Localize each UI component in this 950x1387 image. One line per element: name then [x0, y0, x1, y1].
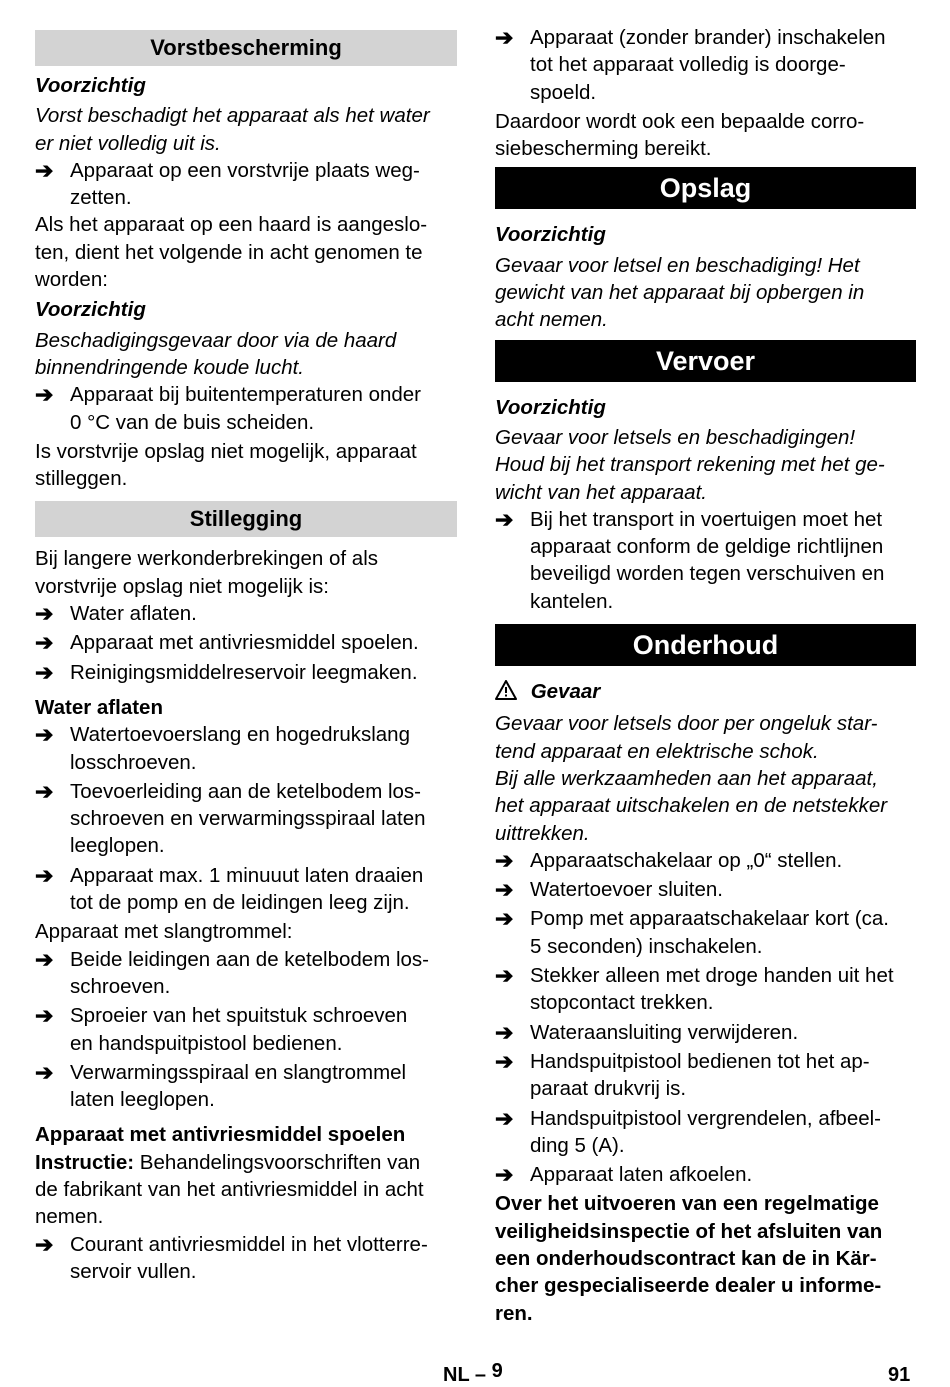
section-heading-vorstbescherming: Vorstbescherming: [35, 30, 457, 66]
caution-label: Voorzichtig: [35, 298, 146, 322]
arrow-right-icon: ➔: [495, 906, 514, 932]
list-item-text: Toevoerleiding aan de ketelbodem los-: [70, 779, 422, 803]
arrow-right-icon: ➔: [35, 778, 54, 804]
list-item-text: Verwarmingsspiraal en slangtrommel: [70, 1060, 407, 1084]
danger-text: uittrekken.: [495, 821, 590, 845]
list-item-text: tot het apparaat volledig is doorge-: [530, 53, 846, 77]
closing-note: cher gespecialiseerde dealer u informe-: [495, 1274, 882, 1298]
arrow-right-icon: ➔: [35, 862, 54, 888]
arrow-right-icon: ➔: [35, 1231, 54, 1257]
list-item: [35, 862, 457, 917]
caution-text: binnendringende koude lucht.: [35, 355, 304, 379]
list-item: [35, 629, 457, 656]
list-item: [35, 600, 457, 627]
list-item: [35, 1002, 457, 1057]
arrow-right-icon: ➔: [495, 963, 514, 989]
danger-text: Gevaar voor letsels door per ongeluk star-: [495, 712, 878, 736]
warning-triangle-icon: [495, 680, 519, 707]
list-item-text: beveiligd worden tegen verschuiven en: [530, 562, 885, 586]
paragraph: stilleggen.: [35, 467, 128, 491]
caution-label: Voorzichtig: [35, 74, 146, 97]
list-item-text: Wateraansluiting verwijderen.: [530, 1020, 799, 1044]
list-item: [35, 778, 457, 860]
caution-text: Houd bij het transport rekening met het ge-: [495, 453, 885, 477]
list-item: [495, 506, 916, 615]
section-heading-vervoer: Vervoer: [495, 340, 916, 382]
footer-section-label: [443, 1360, 503, 1387]
list-item-text: Watertoevoerslang en hogedrukslang: [70, 723, 410, 747]
list-item-text: laten leeglopen.: [70, 1088, 215, 1112]
list-item-text: Beide leidingen aan de ketelbodem los-: [70, 947, 430, 971]
list-item-text: kantelen.: [530, 589, 614, 613]
list-item-text: ding 5 (A).: [530, 1133, 625, 1157]
paragraph: worden:: [35, 268, 108, 292]
list-item-text: 5 seconden) inschakelen.: [530, 934, 763, 958]
paragraph: vorstvrije opslag niet mogelijk is:: [35, 574, 329, 598]
left-column: [35, 0, 457, 1285]
danger-label-row: [495, 678, 916, 707]
list-item: [495, 905, 916, 960]
list-item-text: stopcontact trekken.: [530, 991, 714, 1015]
list-item-text: Handspuitpistool vergrendelen, afbeel-: [530, 1106, 882, 1130]
arrow-right-icon: ➔: [495, 847, 514, 873]
list-item-text: schroeven en verwarmingsspiraal laten: [70, 807, 426, 831]
arrow-right-icon: ➔: [35, 659, 54, 685]
list-item: [495, 24, 916, 106]
list-item-text: Reinigingsmiddelreservoir leegmaken.: [70, 660, 418, 684]
arrow-right-icon: ➔: [495, 1019, 514, 1045]
list-item-text: zetten.: [70, 186, 132, 210]
list-item-text: Apparaat (zonder brander) inschakelen: [530, 26, 886, 49]
list-item: [495, 847, 916, 874]
arrow-right-icon: ➔: [35, 382, 54, 408]
list-item-text: Apparaat bij buitentemperaturen onder: [70, 383, 422, 407]
list-item-text: Sproeier van het spuitstuk schroeven: [70, 1004, 408, 1028]
instruction-text: Behandelingsvoorschriften van: [134, 1150, 421, 1174]
arrow-right-icon: ➔: [35, 1059, 54, 1085]
list-item-text: Apparaatschakelaar op „0“ stellen.: [530, 848, 843, 872]
closing-note: ren.: [495, 1301, 533, 1325]
list-item: [35, 1059, 457, 1114]
caution-text: Vorst beschadigt het apparaat als het water: [35, 104, 430, 128]
danger-text: het apparaat uitschakelen en de netstekker: [495, 794, 888, 818]
caution-text: Gevaar voor letsels en beschadigingen!: [495, 425, 856, 449]
list-item: [35, 721, 457, 776]
list-item-text: leeglopen.: [70, 834, 165, 858]
list-item-text: losschroeven.: [70, 750, 197, 774]
list-item-text: paraat drukvrij is.: [530, 1077, 687, 1101]
list-item: [495, 1105, 916, 1160]
arrow-right-icon: ➔: [495, 877, 514, 903]
caution-text: wicht van het apparaat.: [495, 480, 707, 504]
list-item: [495, 1019, 916, 1046]
caution-text: Gevaar voor letsel en beschadiging! Het: [495, 253, 860, 277]
arrow-right-icon: ➔: [495, 25, 514, 50]
list-item-text: Apparaat met antivriesmiddel spoelen.: [70, 631, 419, 655]
list-item-text: Handspuitpistool bedienen tot het ap-: [530, 1049, 870, 1073]
danger-label: Gevaar: [530, 680, 601, 704]
list-item-text: Water aflaten.: [70, 602, 197, 626]
list-item-text: Apparaat laten afkoelen.: [530, 1163, 753, 1187]
caution-text: Beschadigingsgevaar door via de haard: [35, 328, 397, 352]
subheading-antivriesmiddel: Apparaat met antivriesmiddel spoelen: [35, 1123, 406, 1147]
list-item-text: Apparaat max. 1 minuuut laten draaien: [70, 863, 424, 887]
caution-label: Voorzichtig: [495, 223, 606, 247]
list-item: [35, 659, 457, 686]
paragraph: Bij langere werkonderbrekingen of als: [35, 547, 379, 571]
list-item-text: Courant antivriesmiddel in het vlotterre-: [70, 1232, 428, 1256]
section-heading-onderhoud: Onderhoud: [495, 624, 916, 666]
arrow-right-icon: ➔: [495, 1048, 514, 1074]
caution-label: Voorzichtig: [495, 395, 606, 419]
arrow-right-icon: ➔: [35, 946, 54, 972]
arrow-right-icon: ➔: [495, 1162, 514, 1188]
list-item: [35, 381, 457, 436]
footer-section-page: 9: [491, 1360, 503, 1382]
list-item: [35, 157, 457, 212]
paragraph: Is vorstvrije opslag niet mogelijk, apparaat: [35, 439, 417, 463]
list-item-text: schroeven.: [70, 974, 171, 998]
list-item-text: apparaat conform de geldige richtlijnen: [530, 535, 884, 559]
section-heading-stillegging: Stillegging: [35, 501, 457, 537]
paragraph: Apparaat met slangtrommel:: [35, 920, 293, 944]
arrow-right-icon: ➔: [35, 601, 54, 627]
paragraph: Als het apparaat op een haard is aangeslo-: [35, 213, 428, 237]
paragraph: ten, dient het volgende in acht genomen te: [35, 240, 423, 264]
caution-text: acht nemen.: [495, 308, 608, 332]
caution-text: gewicht van het apparaat bij opbergen in: [495, 281, 865, 305]
page-number: 91: [888, 1364, 911, 1386]
list-item-text: tot de pomp en de leidingen leeg zijn.: [70, 891, 410, 915]
footer-lang: NL: [443, 1364, 470, 1386]
instruction-label: Instructie:: [35, 1150, 135, 1174]
arrow-right-icon: ➔: [35, 722, 54, 748]
closing-note: Over het uitvoeren van een regelmatige: [495, 1192, 879, 1216]
arrow-right-icon: ➔: [35, 630, 54, 656]
list-item: [495, 876, 916, 903]
list-item: [495, 1161, 916, 1188]
list-item-text: Pomp met apparaatschakelaar kort (ca.: [530, 907, 889, 931]
instruction-line: [35, 1149, 457, 1176]
right-column: [495, 0, 916, 1327]
list-item-text: en handspuitpistool bedienen.: [70, 1031, 343, 1055]
list-item-text: servoir vullen.: [70, 1259, 197, 1283]
arrow-right-icon: ➔: [35, 1003, 54, 1029]
list-item-text: Bij het transport in voertuigen moet het: [530, 507, 883, 531]
list-item-text: 0 °C van de buis scheiden.: [70, 410, 315, 434]
arrow-right-icon: ➔: [495, 1105, 514, 1131]
subheading-water-aflaten: Water aflaten: [35, 695, 163, 719]
list-item: [495, 1048, 916, 1103]
closing-note: veiligheidsinspectie of het afsluiten van: [495, 1219, 883, 1243]
danger-text: tend apparaat en elektrische schok.: [495, 739, 819, 763]
list-item-text: Watertoevoer sluiten.: [530, 878, 723, 902]
arrow-right-icon: ➔: [495, 506, 514, 532]
section-heading-opslag: Opslag: [495, 167, 916, 209]
list-item-text: Stekker alleen met droge handen uit het: [530, 964, 894, 988]
paragraph: de fabrikant van het antivriesmiddel in acht: [35, 1177, 424, 1201]
danger-text: Bij alle werkzaamheden aan het apparaat,: [495, 766, 878, 790]
paragraph: Daardoor wordt ook een bepaalde corro-: [495, 109, 865, 133]
list-item: [35, 1231, 457, 1286]
arrow-right-icon: ➔: [35, 157, 54, 183]
list-item-text: Apparaat op een vorstvrije plaats weg-: [70, 158, 420, 182]
paragraph: nemen.: [35, 1205, 104, 1229]
caution-text: er niet volledig uit is.: [35, 131, 221, 155]
footer-dash: –: [474, 1364, 486, 1386]
paragraph: siebescherming bereikt.: [495, 137, 712, 161]
list-item: [35, 946, 457, 1001]
list-item: [495, 962, 916, 1017]
closing-note: een onderhoudscontract kan de in Kär-: [495, 1246, 877, 1270]
list-item-text: spoeld.: [530, 80, 597, 104]
